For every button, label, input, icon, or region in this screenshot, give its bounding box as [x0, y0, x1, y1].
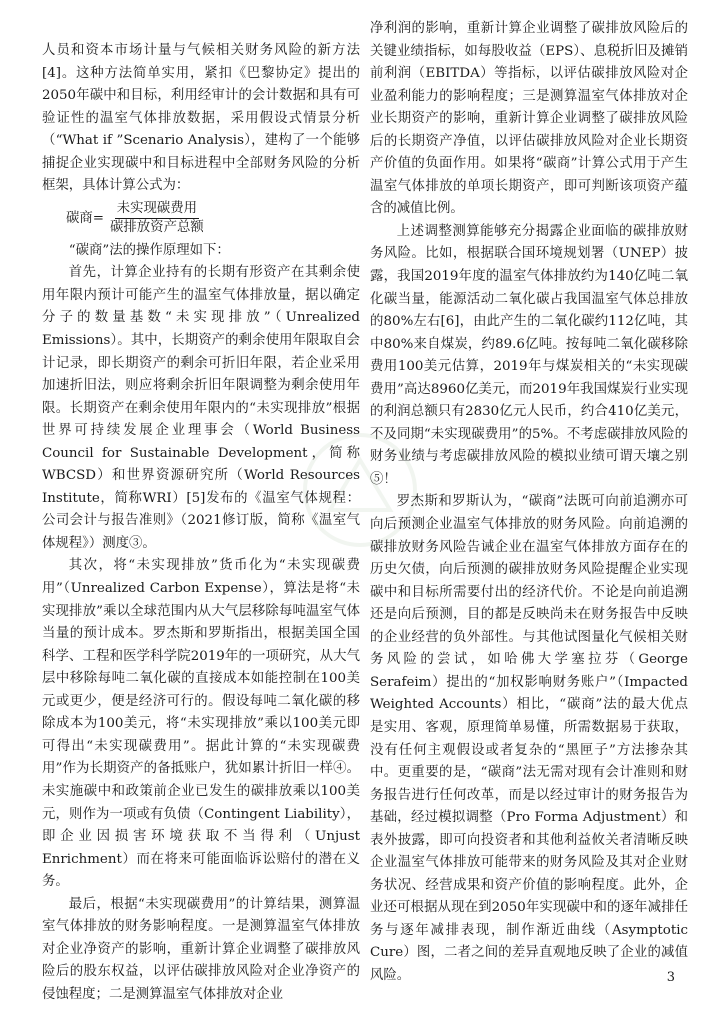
- fraction: [108, 200, 206, 237]
- paragraph: 上述调整测算能够充分揭露企业面临的碳排放财务风险。比如，根据联合国环境规划署（UNEP）披露，我国2019年度的温室气体排放约为140亿吨二氧化碳当量，能源活动二氧化碳占我国温室气体总排放的80%左右[6]，由此产生的二氧化碳约112亿吨，其中80%来自煤炭，约89.6亿吨。按每吨二氧化碳移除费用100美元估算，2019年与煤炭相关的“未实现碳费用”高达8960亿美元，而2019年我国煤炭行业实现的利润总额只有2830亿元人民币，约合410亿美元，不及同期“未实现碳费用”的5%。不考虑碳排放风险的财务业绩与考虑碳排放风险的模拟业绩可谓天壤之别⑤！: [370, 223, 688, 487]
- paragraph: 其次，将“未实现排放”货币化为“未实现碳费用”（Unrealized Carbon Expense），算法是将“未实现排放”乘以全球范围内从大气层移除每吨温室气体当量的预计成本。罗杰斯和罗斯指出，根据美国全国科学、工程和医学科学院2019年的一项研究，从大气层中移除每吨二氧化碳的直接成本如能控制在100美元或更少，便是经济可行的。假设每吨二氧化碳的移除成本为100美元，将“未实现排放”乘以100美元即可得出“未实现碳费用”。据此计算的“未实现碳费用”作为长期资产的备抵账户，犹如累计折旧一样④。未实施碳中和政策前企业已发生的碳排放乘以100美元，则作为一项或有负债（Contingent Liability），即企业因损害环境获取不当得利（Unjust Enrichment）而在将来可能面临诉讼赔付的潜在义务。: [42, 558, 360, 890]
- paragraph: “碳商”法的操作原理如下：: [68, 242, 230, 258]
- left-column: [42, 40, 360, 1006]
- formula-denominator: 碳排放资产总额: [110, 220, 204, 236]
- paragraph: 净利润的影响，重新计算企业调整了碳排放风险后的关键业绩指标，如每股收益（EPS）、息税折旧及摊销前利润（EBITDA）等指标，以评估碳排放风险对企业盈利能力的影响程度；三是测算温室气体排放对企业长期资产的影响，重新计算企业调整了碳排放风险后的长期资产净值，以评估碳排放风险对企业长期资产价值的负面作用。如果将“碳商”计算公式用于产生温室气体排放的单项长期资产，即可判断该项资产蕴含的减值比例。: [370, 21, 688, 217]
- paragraph: 罗杰斯和罗斯认为，“碳商”法既可向前追溯亦可向后预测企业温室气体排放的财务风险。向前追溯的碳排放财务风险告诫企业在温室气体排放方面存在的历史欠债，向后预测的碳排放财务风险提醒企业实现碳中和目标所需要付出的经济代价。不论是向前追溯还是向后预测，目的都是反映尚未在财务报告中反映的企业经营的负外部性。与其他试图量化气候相关财务风险的尝试，如哈佛大学塞拉芬（George Serafeim）提出的“加权影响财务账户”（Impacted Weighted Accounts）相比，“碳商”法的最大优点是实用、客观，原理简单易懂，所需数据易于获取，没有任何主观假设或者复杂的“黑匣子”方法掺杂其中。更重要的是，“碳商”法无需对现有会计准则和财务报告进行任何改革，而是以经过审计的财务报告为基础，经过模拟调整（Pro Forma Adjustment）和表外披露，即可向投资者和其他利益攸关者清晰反映企业温室气体排放可能带来的财务风险及其对企业财务状况、经营成果和资产价值的影响程度。此外，企业还可根据从现在到2050年实现碳中和的逐年减排任务与逐年减排表现，制作渐近曲线（Asymptotic Cure）图，二者之间的差异直观地反映了企业的减值风险。: [370, 494, 688, 983]
- formula-numerator: 未实现碳费用: [115, 200, 199, 219]
- paragraph: 首先，计算企业持有的长期有形资产在其剩余使用年限内预计可能产生的温室气体排放量，据以确定分子的数量基数“未实现排放”（Unrealized Emissions）。其中，长期资产的剩余使用年限取自会计记录，即长期资产的剩余可折旧年限，若企业采用加速折旧法，则应将剩余折旧年限调整为剩余使用年限。长期资产在剩余使用年限内的“未实现排放”根据世界可持续发展企业理事会（World Business Council for Sustainable Development，简称WBCSD）和世界资源研究所（World Resources Institute，简称WRI）[5]发布的《温室气体规程：公司会计与报告准则》（2021修订版，简称《温室气体规程》）测度③。: [42, 265, 360, 551]
- paragraph: 最后，根据“未实现碳费用”的计算结果，测算温室气体排放的财务影响程度。一是测算温室气体排放对企业净资产的影响，重新计算企业调整了碳排放风险后的股东权益，以评估碳排放风险对企业净资产的侵蚀程度；二是测算温室气体排放对企业: [42, 896, 360, 1002]
- formula-lhs: 碳商=: [66, 210, 105, 226]
- paragraph: 人员和资本市场计量与气候相关财务风险的新方法[4]。这种方法简单实用，紧扣《巴黎协定》提出的2050年碳中和目标，利用经审计的会计数据和具有可验证性的温室气体排放数据，采用假设式情景分析（“What if ”Scenario Analysis），建构了一个能够捕捉企业实现碳中和目标进程中全部财务风险的分析框架，具体计算公式为：: [42, 43, 360, 194]
- right-column: [370, 18, 688, 988]
- formula: [66, 198, 360, 240]
- page-number: 3: [666, 970, 675, 985]
